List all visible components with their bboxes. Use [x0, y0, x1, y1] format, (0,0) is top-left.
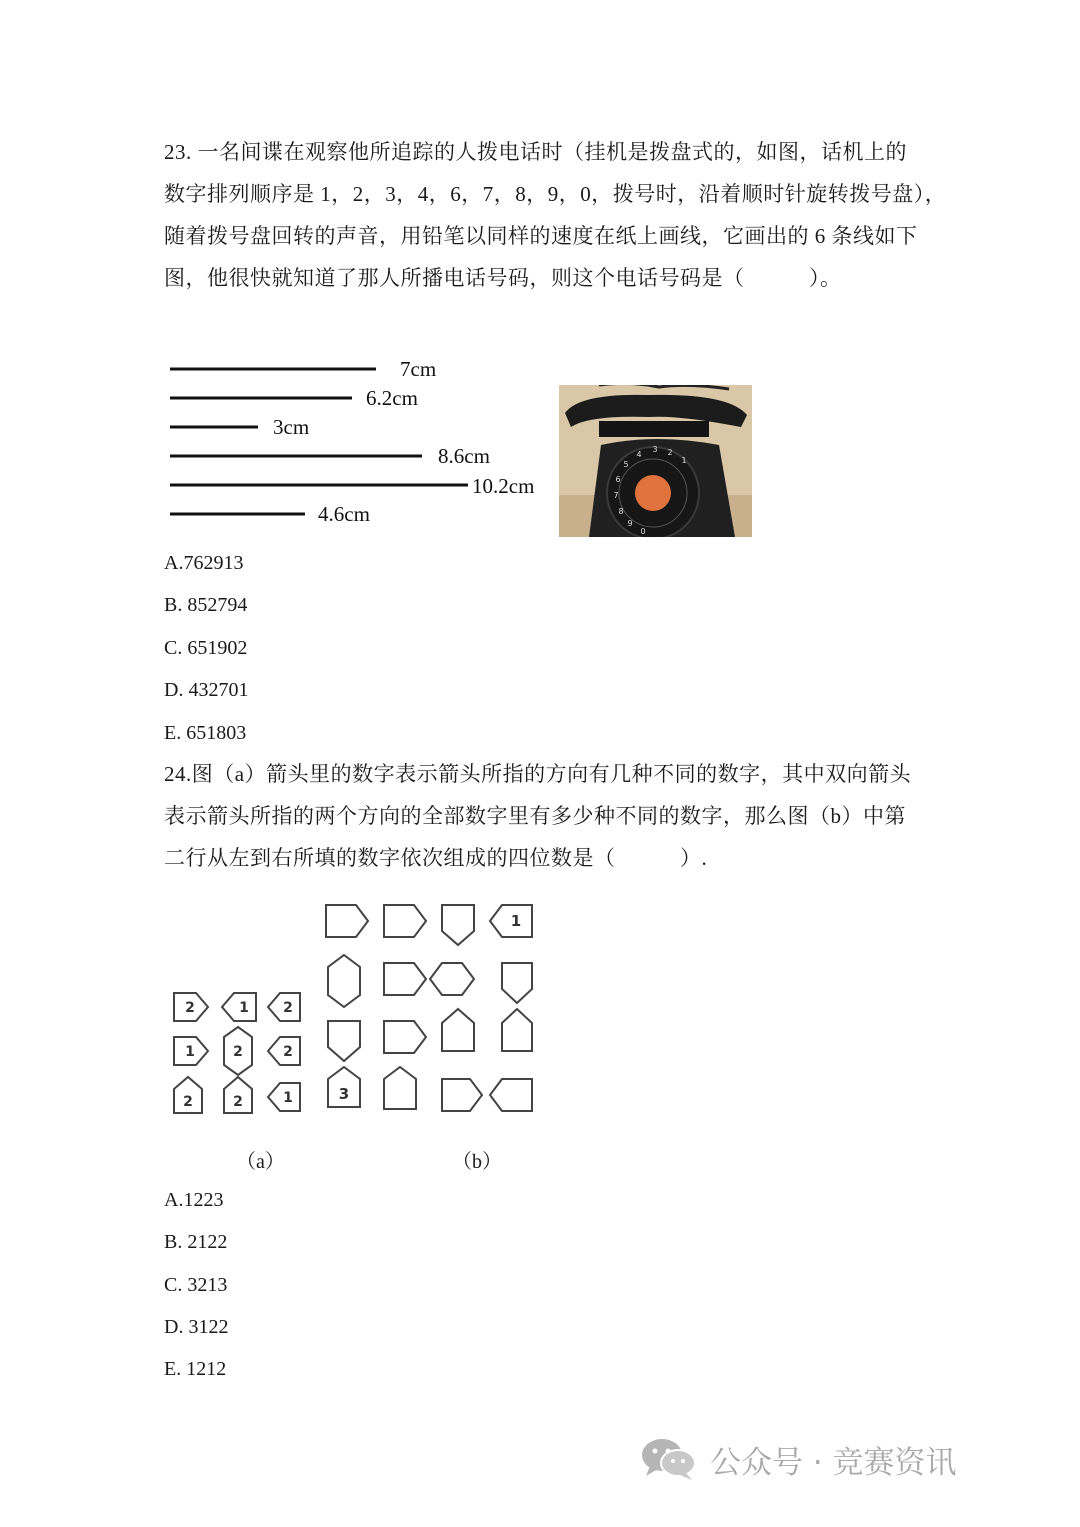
segment-label: 8.6cm [438, 444, 490, 468]
q24-line-2: 表示箭头所指的两个方向的全部数字里有多少种不同的数字，那么图（b）中第 [164, 804, 906, 828]
arrow-left-shape [490, 1079, 532, 1111]
arrow-number: 2 [183, 1094, 193, 1110]
question-24-text [164, 753, 924, 879]
segment-lines-figure [160, 350, 550, 535]
q23-option-a: A.762913 [164, 552, 244, 574]
dial-digit: 7 [613, 491, 619, 500]
question-23-text [164, 131, 947, 299]
dial-digit: 5 [623, 460, 629, 469]
arrow-number: 3 [338, 1085, 350, 1103]
wechat-icon [640, 1436, 698, 1482]
q24-option-c: C. 3213 [164, 1274, 228, 1296]
arrow-right-shape [384, 1021, 426, 1053]
q23-line-3: 随着拨号盘回转的声音，用铅笔以同样的速度在纸上画线，它画出的 6 条线如下 [164, 224, 918, 248]
arrow-grid-figure-a [160, 985, 310, 1120]
segment-label: 4.6cm [318, 502, 370, 526]
dial-digit: 4 [636, 450, 642, 459]
dial-digit: 6 [615, 475, 621, 484]
caption-a: （a） [236, 1151, 285, 1173]
q24-line-1: 24.图（a）箭头里的数字表示箭头所指的方向有几种不同的数字，其中双向箭头 [164, 762, 912, 786]
segment-label: 10.2cm [472, 474, 535, 498]
caption-b: （b） [452, 1151, 502, 1173]
q24-option-b: B. 2122 [164, 1231, 228, 1253]
dial-digit: 3 [652, 445, 658, 454]
arrow-number: 2 [283, 1000, 293, 1016]
arrow-number: 1 [510, 912, 522, 930]
arrow-down-shape [442, 905, 474, 945]
arrow-number: 1 [239, 1000, 249, 1016]
watermark [640, 1436, 957, 1482]
arrow-number: 2 [283, 1044, 293, 1060]
arrow-number: 1 [185, 1044, 195, 1060]
q23-line-1: 23. 一名间谍在观察他所追踪的人拨电话时（挂机是拨盘式的，如图，话机上的 [164, 140, 907, 164]
q24-option-d: D. 3122 [164, 1316, 229, 1338]
q23-option-b: B. 852794 [164, 594, 248, 616]
arrow-right-shape [384, 905, 426, 937]
arrow-up-shape [442, 1009, 474, 1051]
arrow-grid-figure-b [318, 895, 543, 1125]
arrow-number: 2 [185, 1000, 195, 1016]
q23-option-e: E. 651803 [164, 722, 247, 744]
arrow-updown-shape [328, 955, 360, 1007]
dial-digit: 9 [627, 519, 633, 528]
q23-line-4: 图，他很快就知道了那人所播电话号码，则这个电话号码是（ ）。 [164, 266, 842, 290]
q23-option-c: C. 651902 [164, 637, 248, 659]
arrow-down-shape [502, 963, 532, 1003]
dial-digit: 1 [681, 456, 687, 465]
arrow-number: 2 [233, 1044, 243, 1060]
arrow-leftright-shape [430, 963, 474, 995]
segment-label: 6.2cm [366, 386, 418, 410]
arrow-right-shape [326, 905, 368, 937]
arrow-down-shape [328, 1021, 360, 1061]
arrow-up-shape [502, 1009, 532, 1051]
rotary-phone-photo [559, 385, 752, 537]
segment-label: 3cm [273, 415, 310, 439]
arrow-right-shape [442, 1079, 482, 1111]
q24-line-3: 二行从左到右所填的数字依次组成的四位数是（ ）. [164, 846, 708, 870]
dial-digit: 8 [618, 507, 624, 516]
dial-digit: 0 [640, 527, 646, 536]
q24-option-a: A.1223 [164, 1189, 224, 1211]
q24-option-e: E. 1212 [164, 1358, 227, 1380]
watermark-text: 公众号 · 竞赛资讯 [710, 1444, 957, 1481]
arrow-right-shape [384, 963, 426, 995]
segment-label: 7cm [400, 357, 437, 381]
q23-line-2: 数字排列顺序是 1，2，3，4，6，7，8，9，0，拨号时，沿着顺时针旋转拨号盘）， [164, 182, 947, 206]
arrow-number: 2 [233, 1094, 243, 1110]
arrow-number: 1 [283, 1090, 293, 1106]
dial-digit: 2 [667, 448, 673, 457]
q23-option-d: D. 432701 [164, 679, 249, 701]
arrow-up-shape [384, 1067, 416, 1109]
